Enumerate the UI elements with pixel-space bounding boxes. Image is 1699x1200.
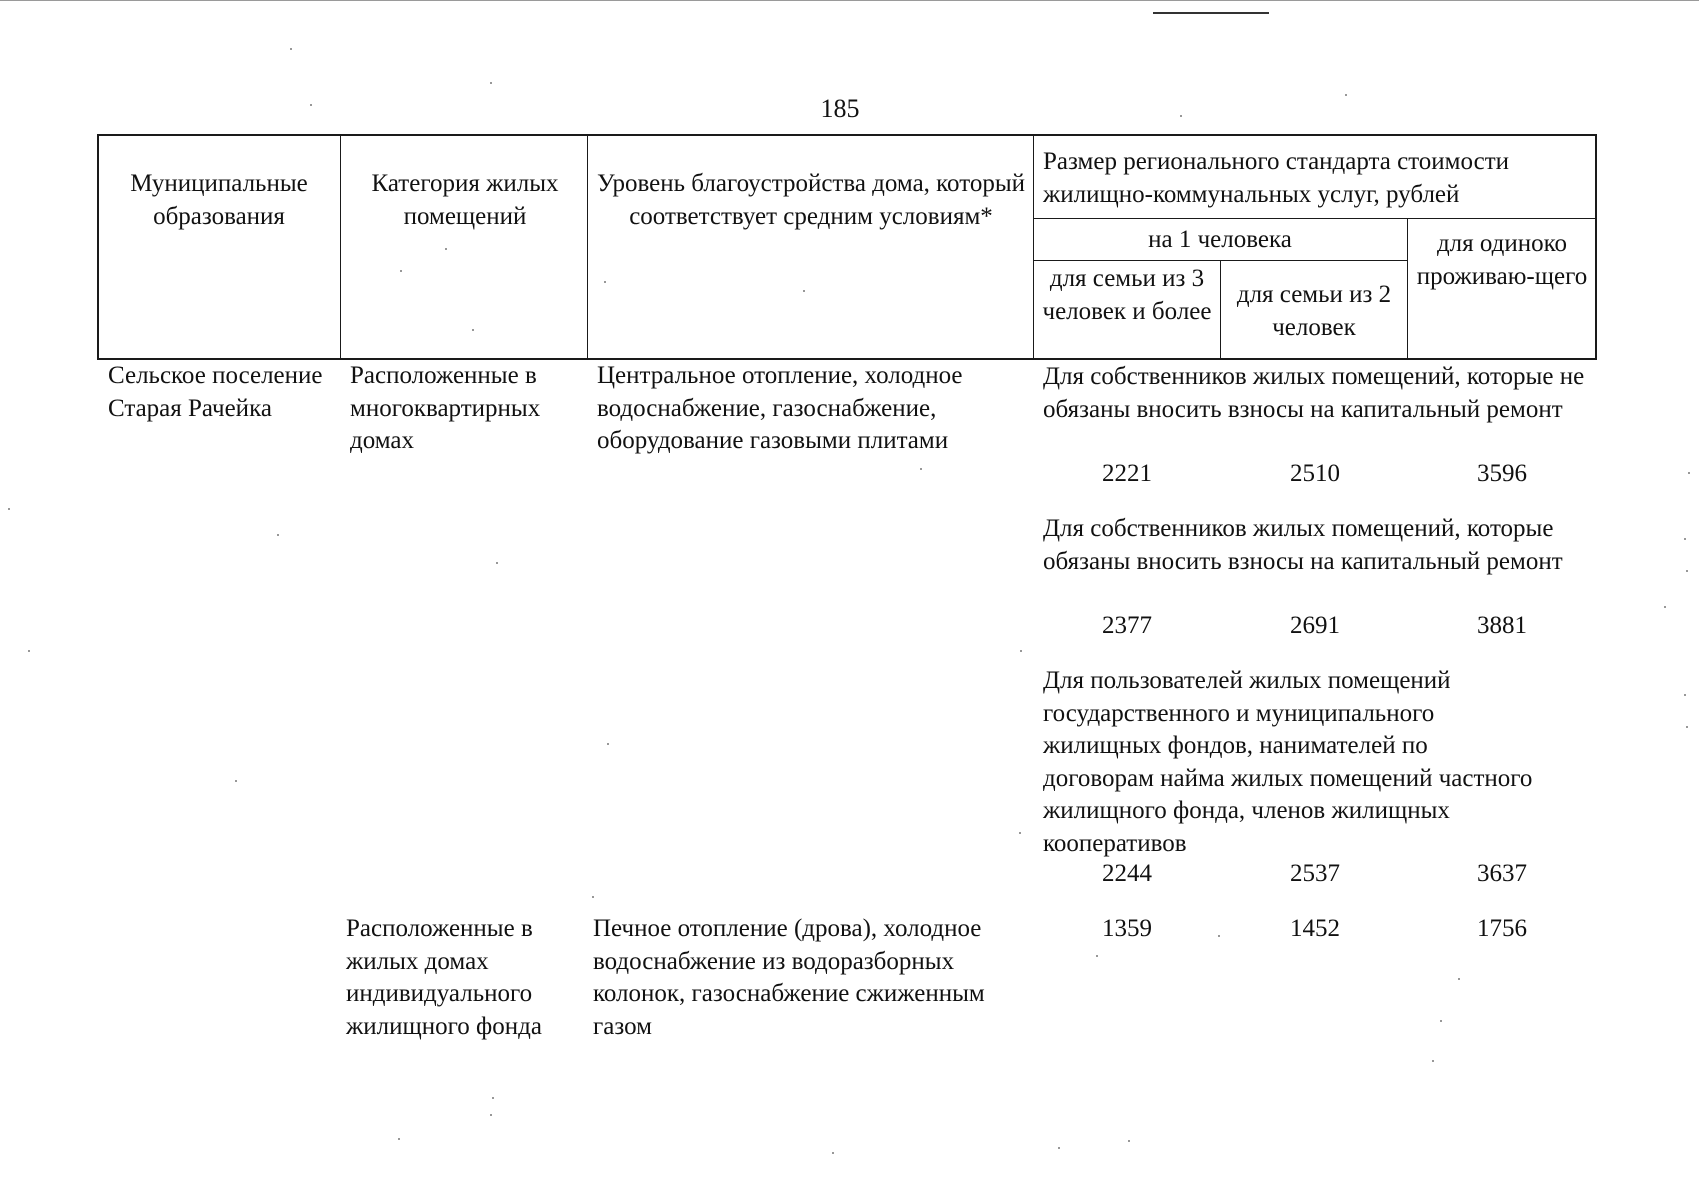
row2-value-single: 1756: [1477, 915, 1527, 942]
header-municipality: Муниципальные образования: [130, 170, 308, 230]
row2-level: Печное отопление (дрова), холодное водоснабжение из водоразборных колонок, газоснабжение сжиженным газом: [593, 915, 985, 1040]
row1-group1-value-family3: 2221: [1102, 460, 1152, 487]
row1-group1-value-family2: 2510: [1290, 460, 1340, 487]
page-top-edge: [0, 0, 1699, 1]
row1-group2-value-family3: 2377: [1102, 612, 1152, 639]
row1-group1-value-single: 3596: [1477, 460, 1527, 487]
header-family-2: для семьи из 2 человек: [1236, 281, 1392, 341]
row1-group3-value-single: 3637: [1477, 860, 1527, 887]
row1-group3-title: Для пользователей жилых помещений государственного и муниципального жилищных фондов, нанимателей по договорам найма жилых помещений частного жилищного фонда, членов жилищных кооперативов: [1043, 667, 1533, 857]
header-standard: Размер регионального стандарта стоимости жилищно-коммунальных услуг, рублей: [1043, 148, 1510, 208]
header-level: Уровень благоустройства дома, который соответствует средним условиям*: [597, 170, 1025, 230]
header-dash: [1153, 12, 1269, 14]
page-number: 185: [820, 94, 860, 123]
row1-group2-value-single: 3881: [1477, 612, 1527, 639]
row2-value-family2: 1452: [1290, 915, 1340, 942]
header-family-3: для семьи из 3 человек и более: [1042, 265, 1212, 325]
header-category: Категория жилых помещений: [371, 170, 559, 230]
row1-category: Расположенные в многоквартирных домах: [350, 362, 541, 454]
row1-group1-title: Для собственников жилых помещений, которые не обязаны вносить взносы на капитальный ремонт: [1043, 363, 1585, 423]
municipality-name: Сельское поселение Старая Рачейка: [108, 362, 323, 422]
row2-category: Расположенные в жилых домах индивидуального жилищного фонда: [346, 915, 542, 1040]
row1-group3-value-family3: 2244: [1102, 860, 1152, 887]
row1-group3-value-family2: 2537: [1290, 860, 1340, 887]
row1-group2-title: Для собственников жилых помещений, которые обязаны вносить взносы на капитальный ремонт: [1043, 515, 1563, 575]
row2-value-family3: 1359: [1102, 915, 1152, 942]
header-single: для одиноко проживаю-щего: [1416, 230, 1588, 290]
header-per-person: на 1 человека: [1148, 226, 1292, 253]
row1-group2-value-family2: 2691: [1290, 612, 1340, 639]
row1-level: Центральное отопление, холодное водоснабжение, газоснабжение, оборудование газовыми плитами: [597, 362, 963, 454]
